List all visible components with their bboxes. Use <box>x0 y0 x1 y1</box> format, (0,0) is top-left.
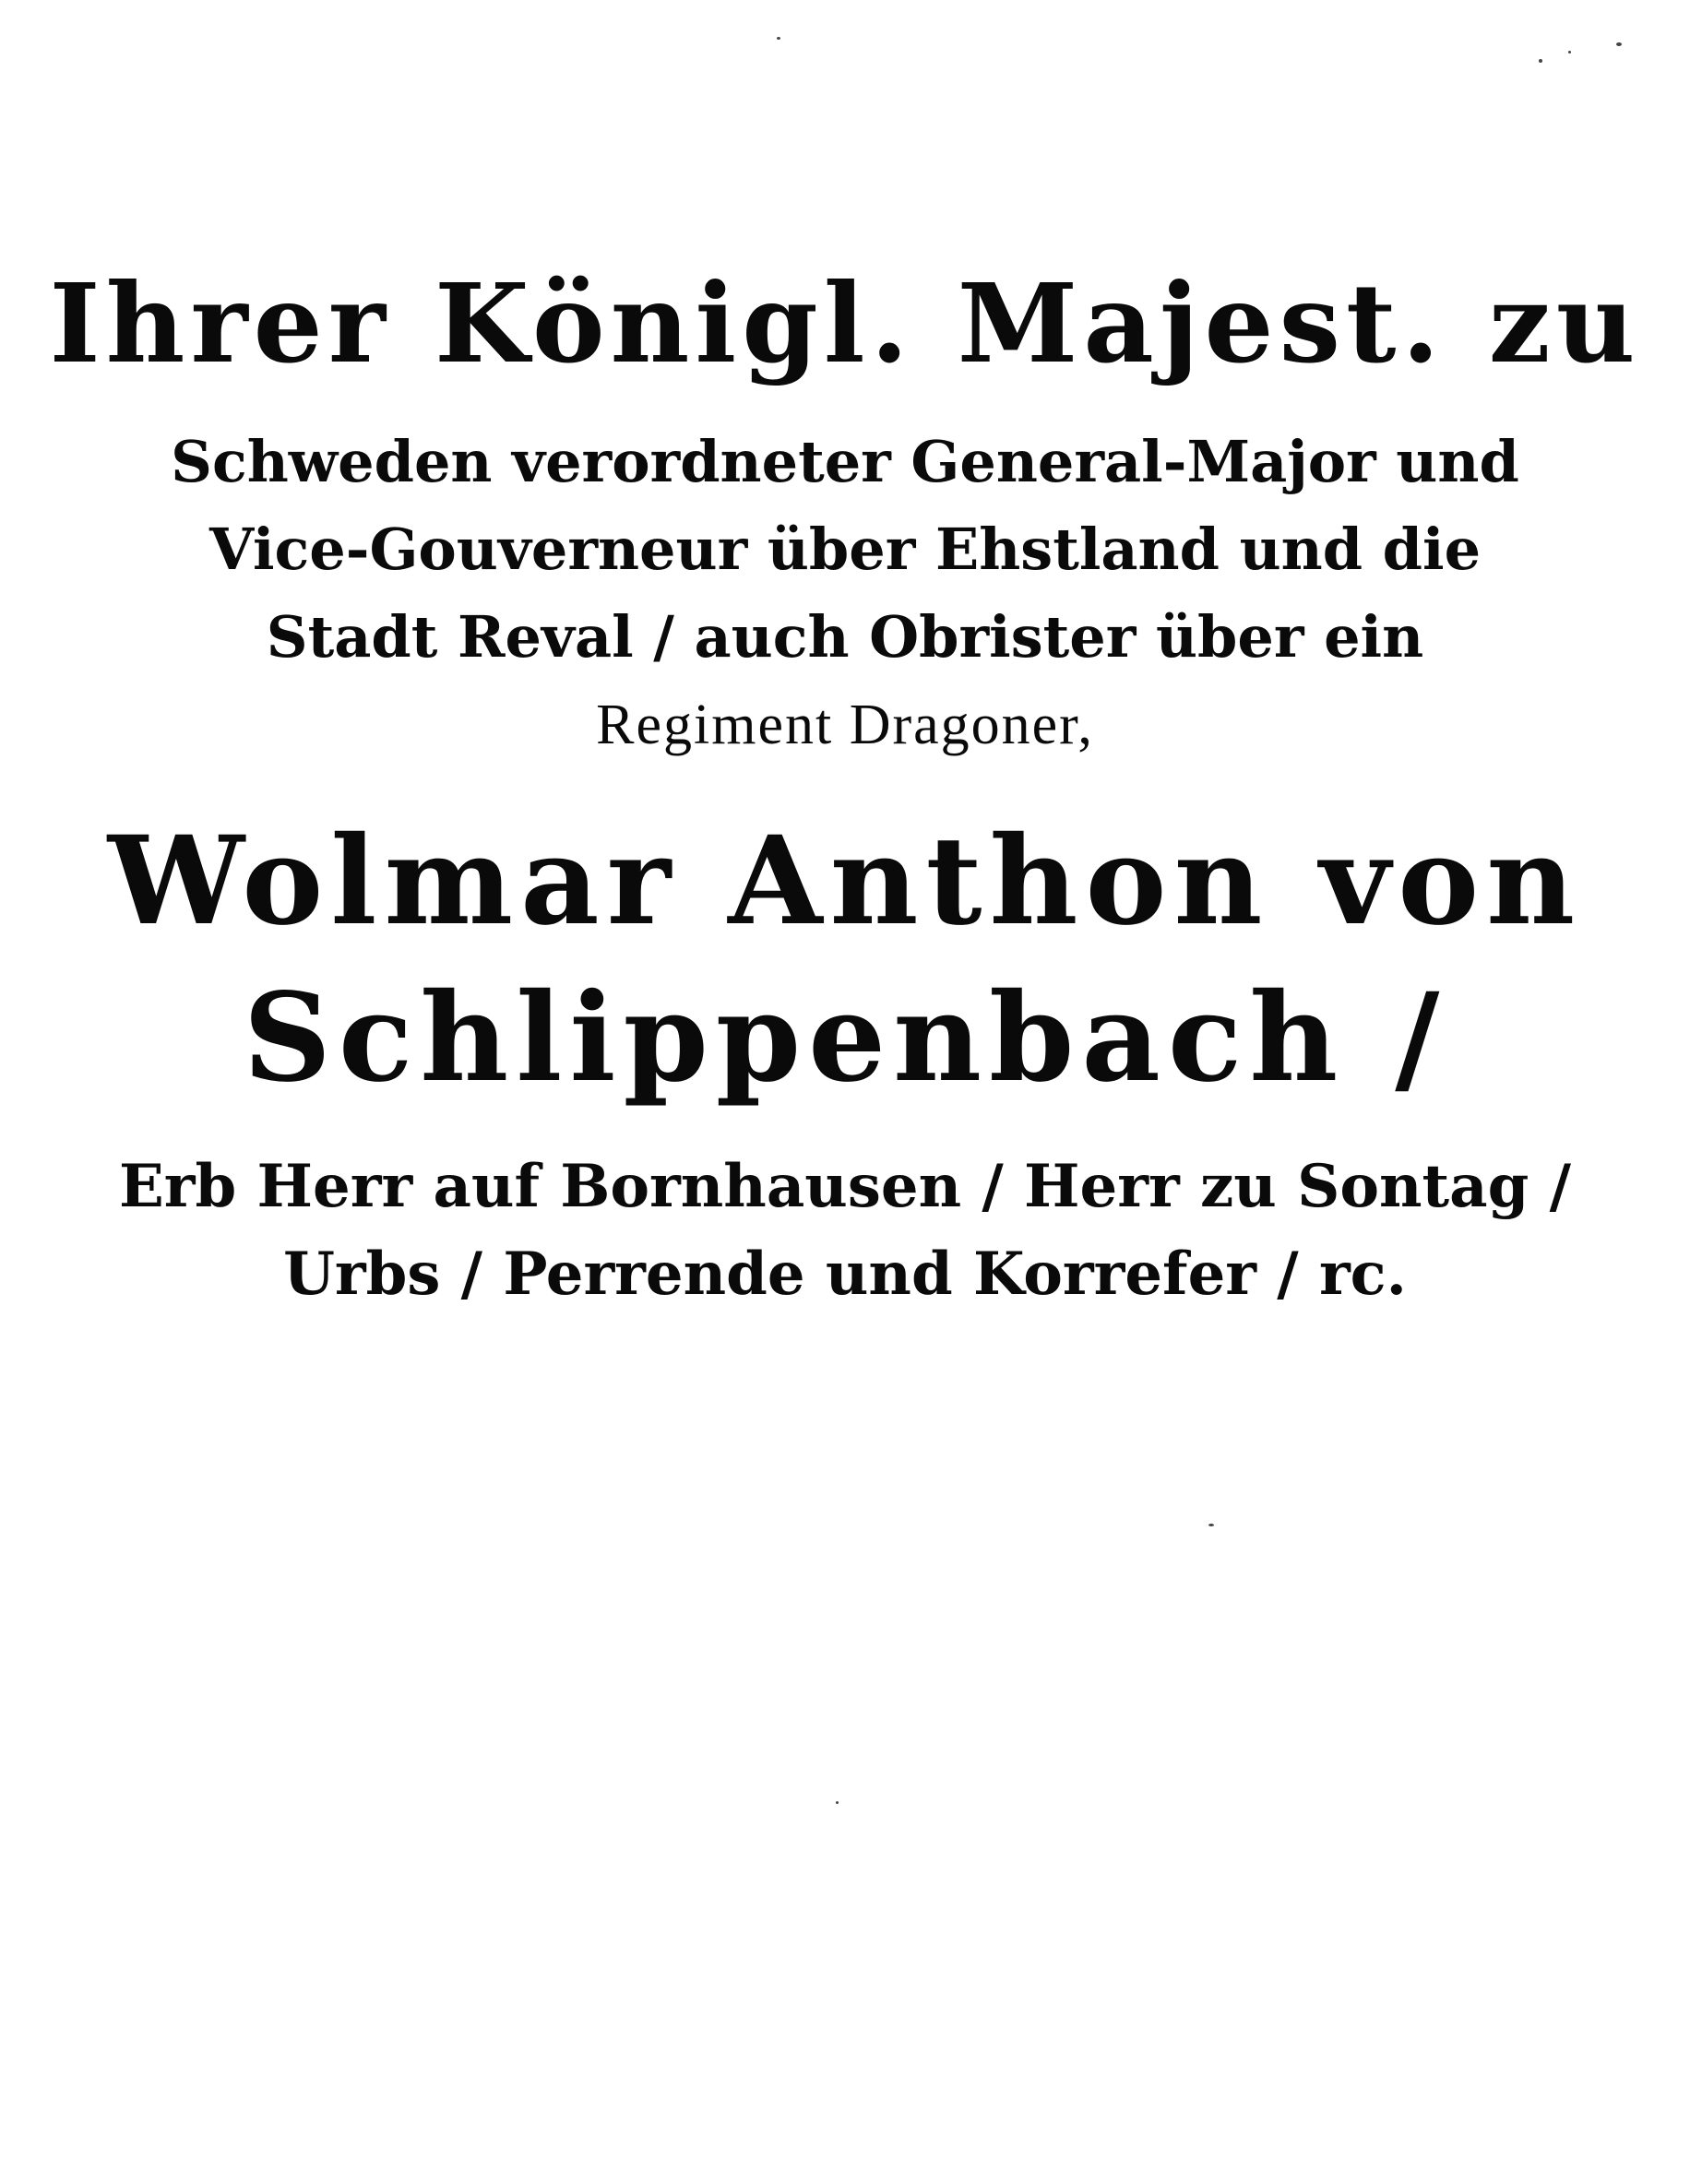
title-line-1: Ihrer Königl. Majest. zu <box>49 259 1641 387</box>
name-line-1: Wolmar Anthon von <box>107 810 1583 953</box>
scan-speck <box>777 37 780 40</box>
scan-speck <box>1208 1524 1214 1526</box>
estates-line-2: Urbs / Perrende und Korrefer / rc. <box>283 1240 1407 1309</box>
estates-line-1: Erb Herr auf Bornhausen / Herr zu Sontag / <box>119 1152 1571 1221</box>
scan-speck <box>1539 59 1542 63</box>
name-line-2: Schlippenbach / <box>243 967 1447 1110</box>
scan-speck <box>1616 42 1622 46</box>
subtitle-line-2: Schweden verordneter General-Major und <box>171 428 1519 495</box>
subtitle-line-5: Regiment Dragoner, <box>596 694 1094 756</box>
subtitle-line-3: Vice-Gouverneur über Ehstland und die <box>208 516 1482 583</box>
subtitle-line-4: Stadt Reval / auch Obrister über ein <box>266 603 1424 671</box>
scan-speck <box>1568 51 1571 53</box>
scan-speck <box>836 1801 839 1804</box>
